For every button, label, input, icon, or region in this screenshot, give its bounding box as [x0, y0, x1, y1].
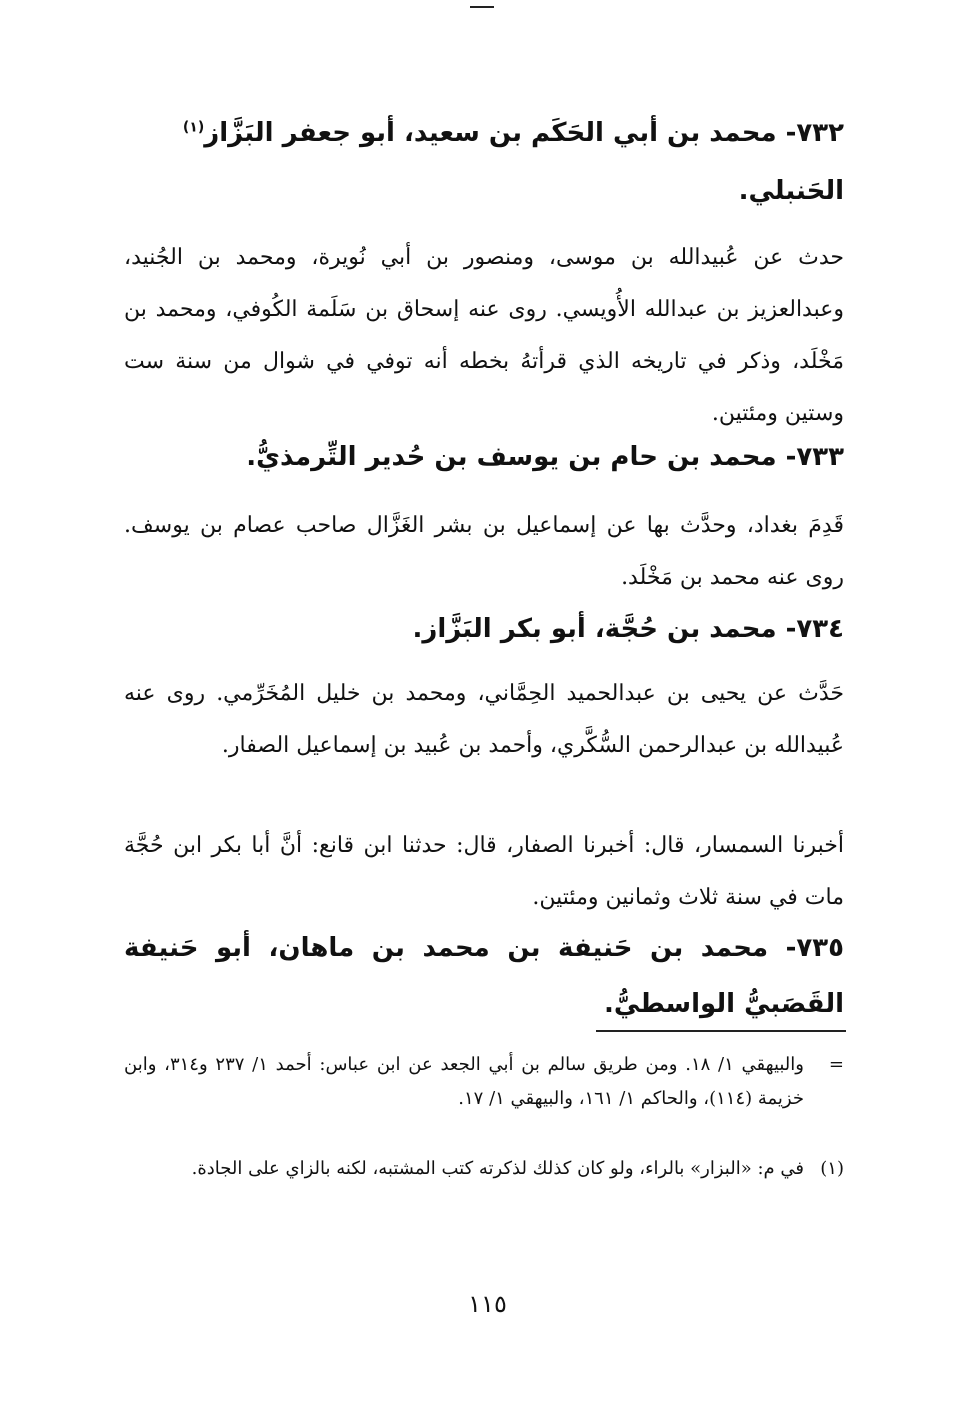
entry-732-heading-text: ٧٣٢- محمد بن أبي الحَكَم بن سعيد، أبو جعفر البَزَّاز	[204, 118, 844, 148]
entry-733-body: قَدِمَ بغداد، وحدَّث بها عن إسماعيل بن بشر الغَزَّال صاحب عصام بن يوسف. روى عنه محمد بن مَخْلَد.	[124, 513, 844, 590]
footnote-1-text: في م: «البزار» بالراء، ولو كان كذلك لذكرته كتب المشتبه، لكنه بالزاي على الجادة.	[191, 1158, 804, 1179]
entry-734-body-2: أخبرنا السمسار، قال: أخبرنا الصفار، قال: حدثنا ابن قانع: أنَّ أبا بكر ابن حُجَّة مات في سنة ثلاث وثمانين ومئتين.	[124, 833, 844, 910]
footnote-continuation-marker: =	[828, 1054, 844, 1075]
footnote-1	[124, 1152, 844, 1186]
footnote-continuation	[124, 1048, 844, 1116]
footnote-1-marker: (١)	[820, 1158, 844, 1179]
footnote-continuation-text: والبيهقي ١/ ١٨. ومن طريق سالم بن أبي الجعد عن ابن عباس: أحمد ١/ ٢٣٧ و٣١٤، وابن خزيمة (١١٤)، والحاكم ١/ ١٦١، والبيهقي ١/ ١٧.	[124, 1054, 804, 1109]
page-number: ١١٥	[468, 1290, 507, 1318]
entry-734-body: حَدَّث عن يحيى بن عبدالحميد الحِمَّاني، ومحمد بن خليل المُخَرِّمي. روى عنه عُبيدالله بن عبدالرحمن السُّكَّري، وأحمد بن عُبيد بن إسماعيل الصفار.	[124, 681, 844, 758]
entry-732-heading	[124, 104, 844, 220]
entry-732-heading-tail: الحَنبلي.	[738, 176, 844, 206]
top-mark	[470, 6, 494, 8]
entry-733-heading: ٧٣٣- محمد بن حام بن يوسف بن حُدير التِّرمذيُّ.	[246, 442, 844, 472]
entry-732-body: حدث عن عُبيدالله بن موسى، ومنصور بن أبي نُويرة، ومحمد بن الجُنيد، وعبدالعزيز بن عبدالله الأُويسي. روى عنه إسحاق بن سَلَمة الكُوفي، ومحمد بن مَخْلَد، وذكر في تاريخه الذي قرأتهُ بخطه أنه توفي في شوال من سنة ست وستين ومئتين.	[124, 245, 844, 426]
footnote-ref-1[interactable]: (١)	[182, 119, 205, 136]
entry-734-heading: ٧٣٤- محمد بن حُجَّة، أبو بكر البَزَّاز.	[412, 614, 844, 644]
footnote-separator	[596, 1030, 846, 1032]
entry-735-heading: ٧٣٥- محمد بن حَنيفة بن محمد بن ماهان، أبو حَنيفة القَصَبيُّ الواسطيُّ.	[124, 933, 844, 1019]
